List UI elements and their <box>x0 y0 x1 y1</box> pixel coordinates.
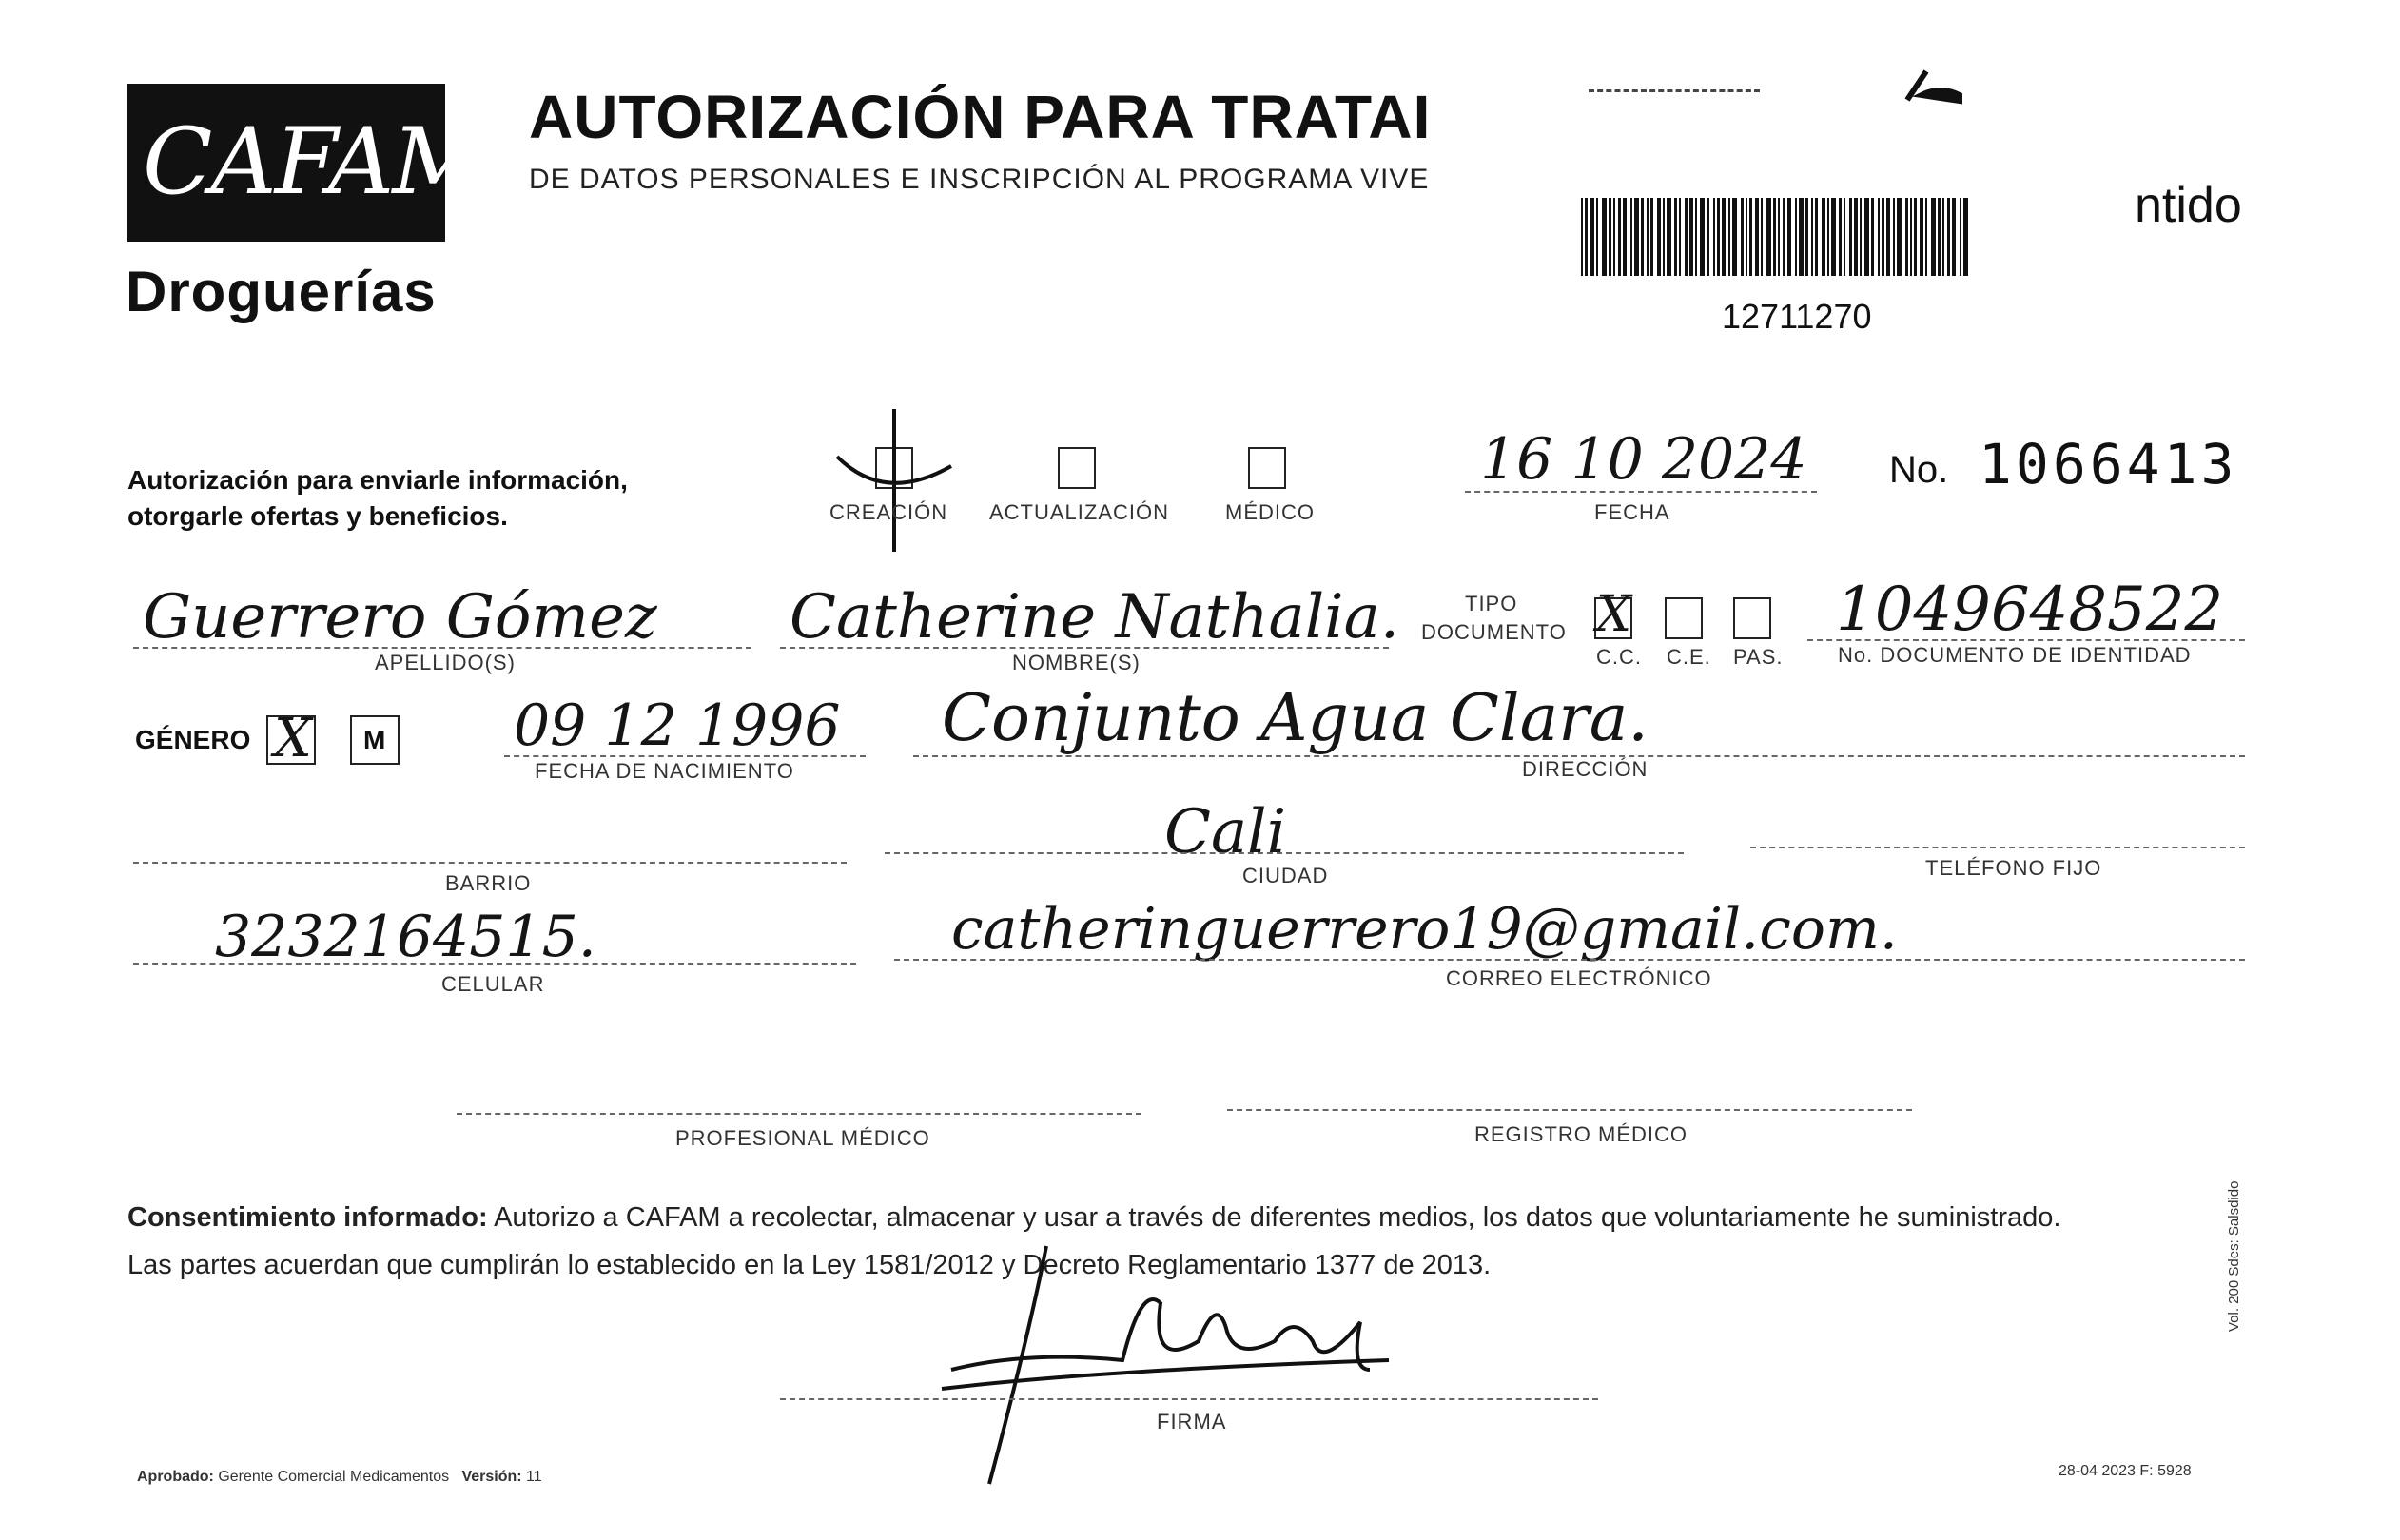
barcode-bar <box>1839 198 1842 276</box>
email-line <box>894 959 2245 961</box>
barcode-bar <box>1815 198 1818 276</box>
barcode-bar <box>1630 198 1632 276</box>
barrio-line <box>133 862 847 864</box>
barcode-bar <box>1689 198 1693 276</box>
barcode-bar <box>1755 198 1759 276</box>
barcode-bar <box>1905 198 1908 276</box>
barcode-bar <box>1722 198 1726 276</box>
ce-label: C.E. <box>1667 645 1711 669</box>
barcode-bar <box>1717 198 1720 276</box>
medico-checkbox[interactable] <box>1248 447 1286 489</box>
barcode-bar <box>1795 198 1797 276</box>
barcode-bar <box>1663 198 1665 276</box>
barcode-bar <box>1623 198 1627 276</box>
birth-date-value: 09 12 1996 <box>514 692 841 759</box>
actualizacion-label: ACTUALIZACIÓN <box>989 500 1170 524</box>
barcode-bar <box>1831 198 1836 276</box>
creacion-mark <box>828 400 961 561</box>
document-number-value: 1049648522 <box>1836 575 2224 645</box>
barcode-bar <box>1952 198 1956 276</box>
barcode-bar <box>1778 198 1780 276</box>
barcode-bar <box>1674 198 1677 276</box>
consent-lead: Consentimiento informado: <box>127 1202 488 1233</box>
form-title: AUTORIZACIÓN PARA TRATAI <box>529 83 1432 151</box>
barcode-bar <box>1766 198 1771 276</box>
barcode-bar <box>1931 198 1936 276</box>
version-value: 11 <box>526 1469 542 1485</box>
barrio-label: BARRIO <box>445 871 532 895</box>
mobile-value: 3232164515. <box>215 904 596 970</box>
approved-line <box>137 1469 542 1486</box>
barcode-bar <box>1864 198 1869 276</box>
city-line <box>885 852 1684 854</box>
apellidos-line <box>133 647 751 649</box>
barcode <box>1581 198 1969 276</box>
gender-f-mark: X <box>274 708 312 770</box>
barcode-bar <box>1685 198 1688 276</box>
barcode-bar <box>1773 198 1776 276</box>
form-number: 1066413 <box>1979 432 2238 497</box>
barcode-bar <box>1799 198 1804 276</box>
barcode-bar <box>1585 198 1588 276</box>
barcode-bar <box>1590 198 1594 276</box>
pas-label: PAS. <box>1733 645 1784 669</box>
barcode-bar <box>1657 198 1661 276</box>
barcode-bar <box>1749 198 1752 276</box>
signature-label: FIRMA <box>1157 1410 1227 1433</box>
consent-text-1: Autorizo a CAFAM a recolectar, almacenar y usar a través de diferentes medios, los datos que voluntariamente he suministrado. <box>487 1202 2061 1233</box>
barcode-bar <box>1596 198 1598 276</box>
signature-line <box>780 1398 1598 1400</box>
cc-mark: X <box>1596 586 1632 643</box>
registro-label: REGISTRO MÉDICO <box>1474 1122 1688 1146</box>
medico-line <box>457 1113 1141 1115</box>
barcode-bar <box>1667 198 1671 276</box>
apellidos-label: APELLIDO(S) <box>375 651 516 674</box>
barcode-bar <box>1897 198 1902 276</box>
barcode-bar <box>1732 198 1737 276</box>
creacion-label: CREACIÓN <box>829 500 948 524</box>
intro-line-1: Autorización para enviarle información, <box>127 465 628 495</box>
barcode-bar <box>1581 198 1583 276</box>
tipo-label: TIPO <box>1465 592 1518 615</box>
barcode-bar <box>1920 198 1923 276</box>
barcode-bar <box>1910 198 1912 276</box>
barcode-bar <box>1618 198 1621 276</box>
barcode-bar <box>1787 198 1791 276</box>
barcode-bar <box>1849 198 1852 276</box>
barcode-bar <box>1871 198 1874 276</box>
medico-profesional-label: PROFESIONAL MÉDICO <box>675 1126 930 1150</box>
consent-text-2: Las partes acuerdan que cumplirán lo establecido en la Ley 1581/2012 y Decreto Reglamentario 1377 de 2013. <box>127 1250 1492 1280</box>
pas-checkbox[interactable] <box>1733 597 1771 639</box>
barcode-bar <box>1942 198 1944 276</box>
barcode-bar <box>1679 198 1681 276</box>
header-partial-text: ntido <box>2135 178 2242 233</box>
date-value: 16 10 2024 <box>1480 426 1807 493</box>
email-value: catheringuerrero19@gmail.com. <box>951 896 1898 963</box>
barcode-bar <box>1613 198 1615 276</box>
date-line <box>1465 491 1817 493</box>
header-mark <box>1902 67 1969 105</box>
nombres-label: NOMBRE(S) <box>1012 651 1141 674</box>
barcode-bar <box>1700 198 1705 276</box>
barcode-bar <box>1827 198 1829 276</box>
address-label: DIRECCIÓN <box>1522 757 1649 781</box>
address-value: Conjunto Agua Clara. <box>942 681 1649 756</box>
birth-date-line <box>504 755 866 757</box>
form-subtitle: DE DATOS PERSONALES E INSCRIPCIÓN AL PROGRAMA VIVE <box>529 164 1430 195</box>
logo-subtitle: Droguerías <box>126 260 437 323</box>
apellidos-value: Guerrero Gómez <box>143 582 657 653</box>
city-value: Cali <box>1164 797 1287 867</box>
cc-label: C.C. <box>1596 645 1642 669</box>
barcode-bar <box>1886 198 1890 276</box>
barcode-bar <box>1947 198 1950 276</box>
barcode-bar <box>1860 198 1862 276</box>
barcode-bar <box>1609 198 1611 276</box>
mobile-label: CELULAR <box>441 972 545 996</box>
barcode-bar <box>1960 198 1961 276</box>
barcode-bar <box>1713 198 1715 276</box>
signature <box>913 1227 1446 1493</box>
nombres-value: Catherine Nathalia. <box>790 582 1400 653</box>
city-label: CIUDAD <box>1242 864 1329 887</box>
logo: CAFAM <box>143 108 484 215</box>
barcode-bar <box>1761 198 1763 276</box>
actualizacion-checkbox[interactable] <box>1058 447 1096 489</box>
header-divider <box>1589 89 1760 92</box>
barcode-bar <box>1634 198 1639 276</box>
ce-checkbox[interactable] <box>1665 597 1703 639</box>
genero-label: GÉNERO <box>135 725 251 754</box>
footer-right: 28-04 2023 F: 5928 <box>2059 1463 2192 1479</box>
form-number-prefix: No. <box>1889 449 1949 491</box>
email-label: CORREO ELECTRÓNICO <box>1446 966 1712 990</box>
gender-m-label: M <box>363 725 386 754</box>
version-label: Versión: <box>461 1469 522 1485</box>
phone-line <box>1750 847 2245 848</box>
barcode-bar <box>1707 198 1709 276</box>
barcode-bar <box>1811 198 1813 276</box>
barcode-bar <box>1963 198 1968 276</box>
authorization-intro <box>127 462 628 535</box>
barcode-bar <box>1925 198 1927 276</box>
registro-line <box>1227 1109 1912 1111</box>
barcode-number: 12711270 <box>1722 297 1872 336</box>
barcode-bar <box>1602 198 1607 276</box>
barcode-bar <box>1882 198 1884 276</box>
document-number-label: No. DOCUMENTO DE IDENTIDAD <box>1838 643 2192 667</box>
side-print-text: Vol. 200 Sdes: Salsdido <box>2226 1180 2242 1332</box>
barcode-bar <box>1844 198 1845 276</box>
document-number-line <box>1807 639 2245 641</box>
barcode-bar <box>1647 198 1649 276</box>
mobile-line <box>133 963 856 965</box>
date-label: FECHA <box>1594 500 1670 524</box>
barcode-bar <box>1641 198 1644 276</box>
barcode-bar <box>1938 198 1941 276</box>
barcode-bar <box>1783 198 1785 276</box>
barcode-bar <box>1822 198 1825 276</box>
barcode-bar <box>1914 198 1917 276</box>
approved-value: Gerente Comercial Medicamentos <box>218 1469 450 1485</box>
barcode-bar <box>1854 198 1858 276</box>
barcode-bar <box>1695 198 1697 276</box>
medico-label: MÉDICO <box>1225 500 1315 524</box>
barcode-bar <box>1893 198 1895 276</box>
barcode-bar <box>1728 198 1730 276</box>
intro-line-2: otorgarle ofertas y beneficios. <box>127 501 508 531</box>
barcode-bar <box>1650 198 1653 276</box>
barcode-bar <box>1878 198 1880 276</box>
documento-label: DOCUMENTO <box>1421 620 1567 644</box>
nombres-line <box>780 647 1389 649</box>
barcode-bar <box>1805 198 1808 276</box>
barcode-bar <box>1746 198 1747 276</box>
approved-label: Aprobado: <box>137 1469 214 1485</box>
barcode-bar <box>1741 198 1744 276</box>
phone-label: TELÉFONO FIJO <box>1925 856 2102 880</box>
birth-date-label: FECHA DE NACIMIENTO <box>535 759 794 783</box>
